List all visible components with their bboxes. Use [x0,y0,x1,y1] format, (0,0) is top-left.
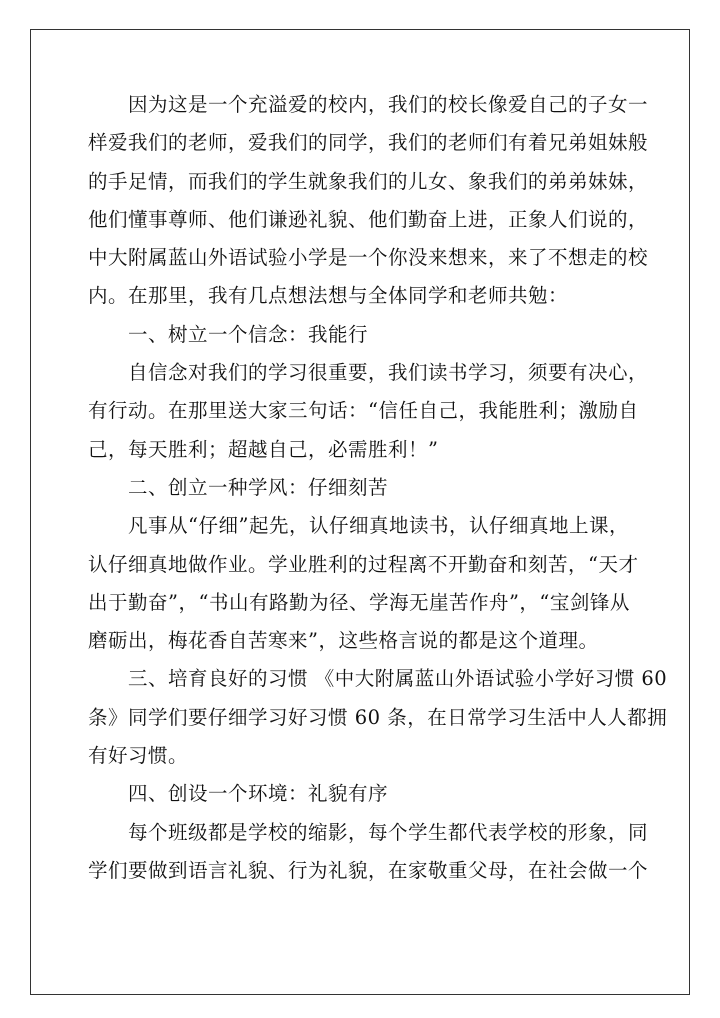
text-line: 因为这是一个充溢爱的校内，我们的校长像爱自己的子女一 [128,93,649,116]
text-line: 己，每天胜利；超越自己，必需胜利！” [88,437,439,461]
document-body [88,86,668,890]
text-line: 的手足情，而我们的学生就象我们的儿女、象我们的弟弟妹妹， [88,169,649,193]
text-line: 条》同学们要仔细学习好习惯 60 条，在日常学习生活中人人都拥 [88,705,668,729]
text-line: 有行动。在那里送大家三句话：“信任自己，我能胜利；激励自 [88,399,639,423]
text-line: 四、创设一个环境：礼貌有序 [128,782,389,806]
text-line: 认仔细真地做作业。学业胜利的过程离不开勤奋和刻苦，“天才 [88,552,639,576]
text-line: 有好习惯。 [88,744,189,768]
text-line: 磨砺出，梅花香自苦寒来”，这些格言说的都是这个道理。 [88,629,599,653]
text-line: 二、创立一种学风：仔细刻苦 [128,475,389,499]
text-line: 三、培育良好的习惯 《中大附属蓝山外语试验小学好习惯 60 [128,667,668,691]
text-line: 样爱我们的老师，爱我们的同学，我们的老师们有着兄弟姐妹般 [88,131,649,155]
text-line: 出于勤奋”，“书山有路勤为径、学海无崖苦作舟”，“宝剑锋从 [88,590,630,614]
text-line: 中大附属蓝山外语试验小学是一个你没来想来，来了不想走的校 [88,246,649,270]
text-line: 凡事从“仔细”起先，认仔细真地读书，认仔细真地上课， [128,514,629,538]
text-line: 每个班级都是学校的缩影，每个学生都代表学校的形象，同 [128,820,649,844]
text-line: 一、树立一个信念：我能行 [128,322,369,346]
text-line: 内。在那里，我有几点想法想与全体同学和老师共勉： [88,284,569,308]
text-line: 他们懂事尊师、他们谦逊礼貌、他们勤奋上进，正象人们说的， [88,207,649,231]
text-line: 学们要做到语言礼貌、行为礼貌，在家敬重父母，在社会做一个 [88,858,649,882]
text-line: 自信念对我们的学习很重要，我们读书学习，须要有决心， [128,361,649,385]
